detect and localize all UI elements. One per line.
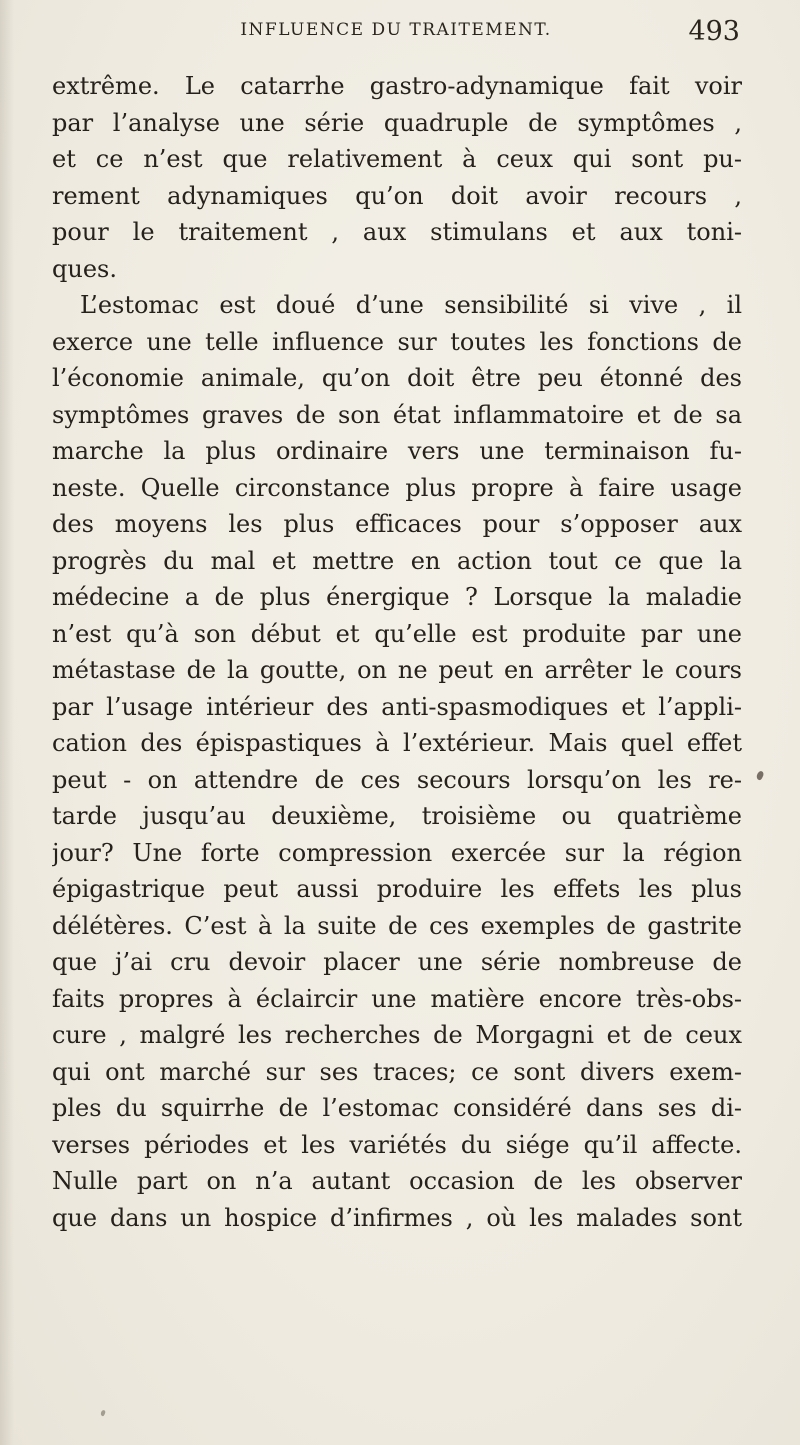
binding-shadow: [0, 0, 14, 1445]
page-header: [52, 16, 740, 68]
text-line: symptômes graves de son état inflammatoire et de sa: [52, 400, 742, 429]
text-line: par l’usage intérieur des anti-spasmodiques et l’appli-: [52, 692, 742, 721]
text-line: des moyens les plus efficaces pour s’opposer aux: [52, 510, 742, 538]
text-line: extrême. Le catarrhe gastro-adynamique fait voir: [52, 72, 742, 100]
text-line: L’estomac est doué d’une sensibilité si vive , il: [80, 291, 742, 319]
text-line: peut - on attendre de ces secours lorsqu’on les re-: [52, 765, 742, 794]
text-line: et ce n’est que relativement à ceux qui sont pu-: [52, 145, 742, 173]
text-line: ples du squirrhe de l’estomac considéré dans ses di-: [52, 1094, 742, 1122]
text-line: tarde jusqu’au deuxième, troisième ou quatrième: [52, 802, 742, 830]
text-line: cure , malgré les recherches de Morgagni et de ceux: [52, 1021, 742, 1049]
text-line: l’économie animale, qu’on doit être peu étonné des: [52, 364, 742, 392]
text-line: pour le traitement , aux stimulans et aux toni-: [52, 218, 742, 246]
text-line: qui ont marché sur ses traces; ce sont divers exem-: [52, 1057, 742, 1086]
text-line: n’est qu’à son début et qu’elle est produite par une: [52, 619, 742, 648]
body-text: [52, 68, 742, 1236]
text-line: neste. Quelle circonstance plus propre à faire usage: [52, 473, 742, 502]
text-line: marche la plus ordinaire vers une terminaison fu-: [52, 437, 742, 465]
text-line: progrès du mal et mettre en action tout ce que la: [52, 546, 742, 575]
text-line: exerce une telle influence sur toutes les fonctions de: [52, 327, 742, 356]
ink-speck: [755, 770, 764, 781]
ink-speck: [100, 1409, 106, 1416]
text-line: jour? Une forte compression exercée sur la région: [52, 838, 742, 867]
text-line: rement adynamiques qu’on doit avoir recours ,: [52, 181, 742, 210]
text-line: médecine a de plus énergique ? Lorsque la maladie: [52, 583, 742, 611]
text-line: verses périodes et les variétés du siége qu’il affecte.: [52, 1130, 742, 1159]
text-line: par l’analyse une série quadruple de symptômes ,: [52, 108, 742, 137]
text-line: que dans un hospice d’infirmes , où les malades sont: [52, 1203, 742, 1232]
text-line: ques.: [52, 254, 117, 283]
running-head: INFLUENCE DU TRAITEMENT.: [240, 20, 552, 40]
text-line: que j’ai cru devoir placer une série nombreuse de: [52, 948, 742, 976]
text-line: Nulle part on n’a autant occasion de les observer: [52, 1167, 742, 1195]
page-number: 493: [688, 16, 740, 47]
text-line: délétères. C’est à la suite de ces exemples de gastrite: [52, 911, 742, 940]
text-line: épigastrique peut aussi produire les effets les plus: [52, 875, 742, 903]
text-line: faits propres à éclaircir une matière encore très-obs-: [52, 984, 742, 1013]
text-line: métastase de la goutte, on ne peut en arrêter le cours: [52, 656, 742, 684]
text-line: cation des épispastiques à l’extérieur. Mais quel effet: [52, 729, 742, 757]
